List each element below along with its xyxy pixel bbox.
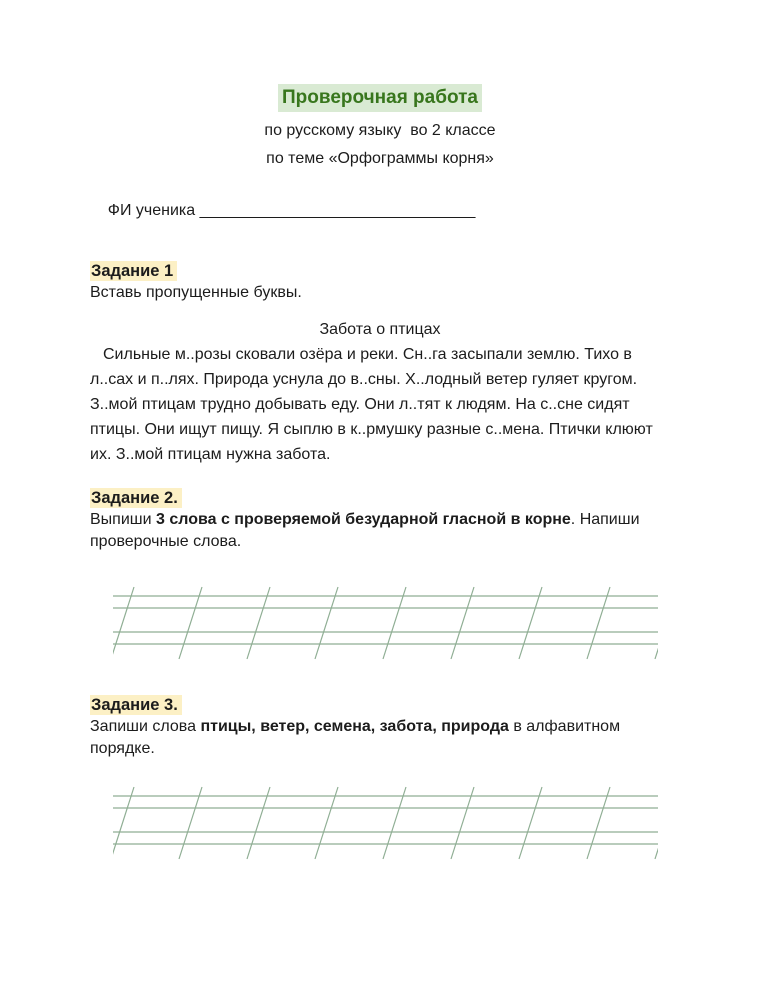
worksheet-title: Проверочная работа bbox=[278, 84, 482, 112]
instruction-segment: . Напиши проверочные слова. bbox=[90, 511, 640, 550]
handwriting-lines-2 bbox=[113, 786, 658, 861]
task3-instruction bbox=[90, 716, 670, 760]
student-name-label: ФИ ученика bbox=[107, 202, 200, 219]
task1-heading-row bbox=[90, 260, 670, 282]
instruction-segment: Выпиши bbox=[90, 511, 156, 528]
instruction-segment: в алфавитном порядке. bbox=[90, 718, 621, 757]
task3-heading: Задание 3. bbox=[90, 695, 182, 715]
instruction-segment: Запиши слова bbox=[90, 718, 201, 735]
reading-text: Сильные м..розы сковали озёра и реки. Сн..га засыпали землю. Тихо в л..сах и п..лях. Природа уснула до в..сны. Х..лодный ветер гуляет кругом. З..мой птицам трудно добывать еду. Они л..тят к людям. На с..сне сидят птицы. Они ищут пищу. Я сыплю в к..рмушку разные с..мена. Птички клюют их. З..мой птицам нужна забота. bbox=[90, 346, 653, 463]
student-name-row bbox=[90, 178, 670, 244]
task2-heading: Задание 2. bbox=[90, 488, 182, 508]
instruction-segment: птицы, ветер, семена, забота, природа bbox=[200, 718, 509, 735]
subtitle-topic: по теме «Орфограммы корня» bbox=[266, 150, 494, 167]
task2-heading-row bbox=[90, 487, 670, 509]
task3-heading-row bbox=[90, 694, 670, 716]
task1-heading: Задание 1 bbox=[90, 261, 177, 281]
subtitle-course: по русскому языку во 2 классе bbox=[264, 122, 496, 139]
student-name-blank: _______________________________ bbox=[199, 202, 476, 219]
instruction-segment: 3 слова с проверяемой безударной гласной в корне bbox=[156, 511, 571, 528]
title-row bbox=[90, 84, 670, 112]
handwriting-lines-1 bbox=[113, 586, 658, 661]
reading-title: Забота о птицах bbox=[319, 321, 441, 338]
task1-instruction: Вставь пропущенные буквы. bbox=[90, 284, 302, 301]
task2-instruction bbox=[90, 509, 670, 553]
